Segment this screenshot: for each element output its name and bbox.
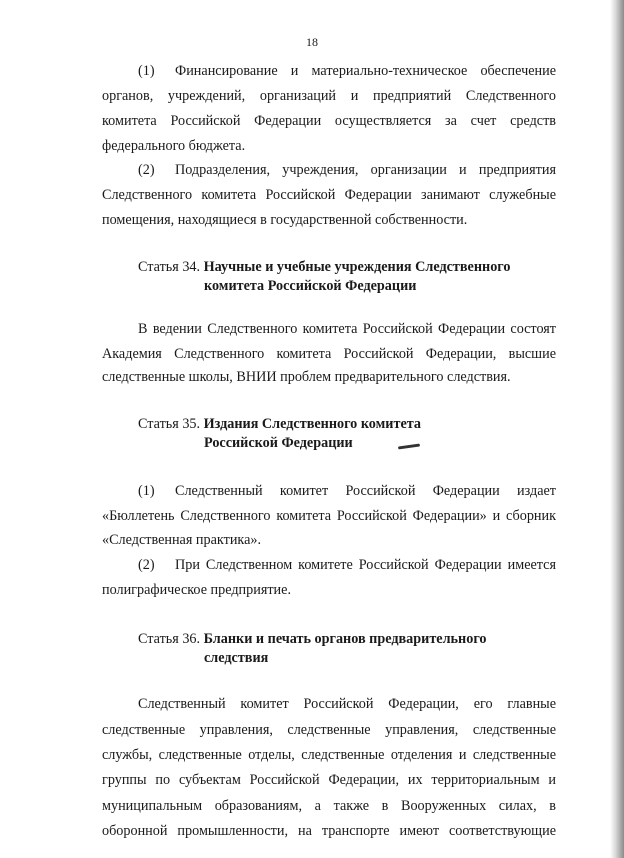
sec1-p1-line4: федерального бюджета. bbox=[102, 138, 246, 154]
sec1-p2-line3: помещения, находящиеся в государственной собственности. bbox=[102, 212, 468, 228]
article-34-prefix: Статья 34. bbox=[138, 259, 201, 275]
sec1-p2-line2: Следственного комитета Российской Федерации занимают служебные bbox=[102, 187, 556, 203]
article-36-title-line1: Бланки и печать органов предварительного bbox=[203, 631, 487, 647]
article-34-heading bbox=[138, 258, 568, 296]
paragraph-number: (2) bbox=[138, 162, 155, 178]
page-edge-shadow bbox=[610, 0, 624, 858]
art34-line2: Академия Следственного комитета Российской Федерации, высшие bbox=[102, 346, 556, 362]
art36-line4: группы по субъектам Российской Федерации, их территориальным и bbox=[102, 772, 556, 788]
article-36-heading bbox=[138, 630, 568, 668]
art34-line3: следственные школы, ВНИИ проблем предварительного следствия. bbox=[102, 369, 511, 385]
art35-p1-line1: (1) Следственный комитет Российской Федерации издает bbox=[138, 483, 556, 499]
article-34-title-line2: комитета Российской Федерации bbox=[204, 278, 417, 294]
paragraph-number: (2) bbox=[138, 557, 155, 573]
article-36-prefix: Статья 36. bbox=[138, 631, 201, 647]
art36-line6: оборонной промышленности, на транспорте имеют соответствующие bbox=[102, 823, 556, 839]
art36-line5: муниципальным образованиям, а также в Вооруженных силах, в bbox=[102, 798, 556, 814]
art36-line2: следственные управления, следственные управления, следственные bbox=[102, 722, 556, 738]
art36-line3: службы, следственные отделы, следственные отделения и следственные bbox=[102, 747, 556, 763]
sec1-p1-line1: (1) Финансирование и материально-техническое обеспечение bbox=[138, 63, 556, 79]
sec1-p1-line3: комитета Российской Федерации осуществляется за счет средств bbox=[102, 113, 556, 129]
page-number: 18 bbox=[306, 35, 318, 49]
article-36-title-line2: следствия bbox=[204, 650, 269, 666]
article-35-heading bbox=[138, 415, 568, 453]
article-35-title-line2: Российской Федерации bbox=[204, 435, 353, 451]
art36-line1: Следственный комитет Российской Федерации, его главные bbox=[138, 696, 556, 712]
article-35-prefix: Статья 35. bbox=[138, 416, 201, 432]
article-35-title-line1: Издания Следственного комитета bbox=[203, 416, 421, 432]
art35-p2-line2: полиграфическое предприятие. bbox=[102, 582, 291, 598]
sec1-p1-line2: органов, учреждений, организаций и предприятий Следственного bbox=[102, 88, 556, 104]
art35-p1-line3: «Следственная практика». bbox=[102, 532, 262, 548]
paragraph-number: (1) bbox=[138, 63, 155, 79]
art34-line1: В ведении Следственного комитета Российской Федерации состоят bbox=[138, 321, 556, 337]
sec1-p2-line1: (2) Подразделения, учреждения, организации и предприятия bbox=[138, 162, 556, 178]
paragraph-number: (1) bbox=[138, 483, 155, 499]
art35-p1-line2: «Бюллетень Следственного комитета Российской Федерации» и сборник bbox=[102, 508, 556, 524]
art35-p2-line1: (2) При Следственном комитете Российской Федерации имеется bbox=[138, 557, 556, 573]
article-34-title-line1: Научные и учебные учреждения Следственного bbox=[203, 259, 511, 275]
